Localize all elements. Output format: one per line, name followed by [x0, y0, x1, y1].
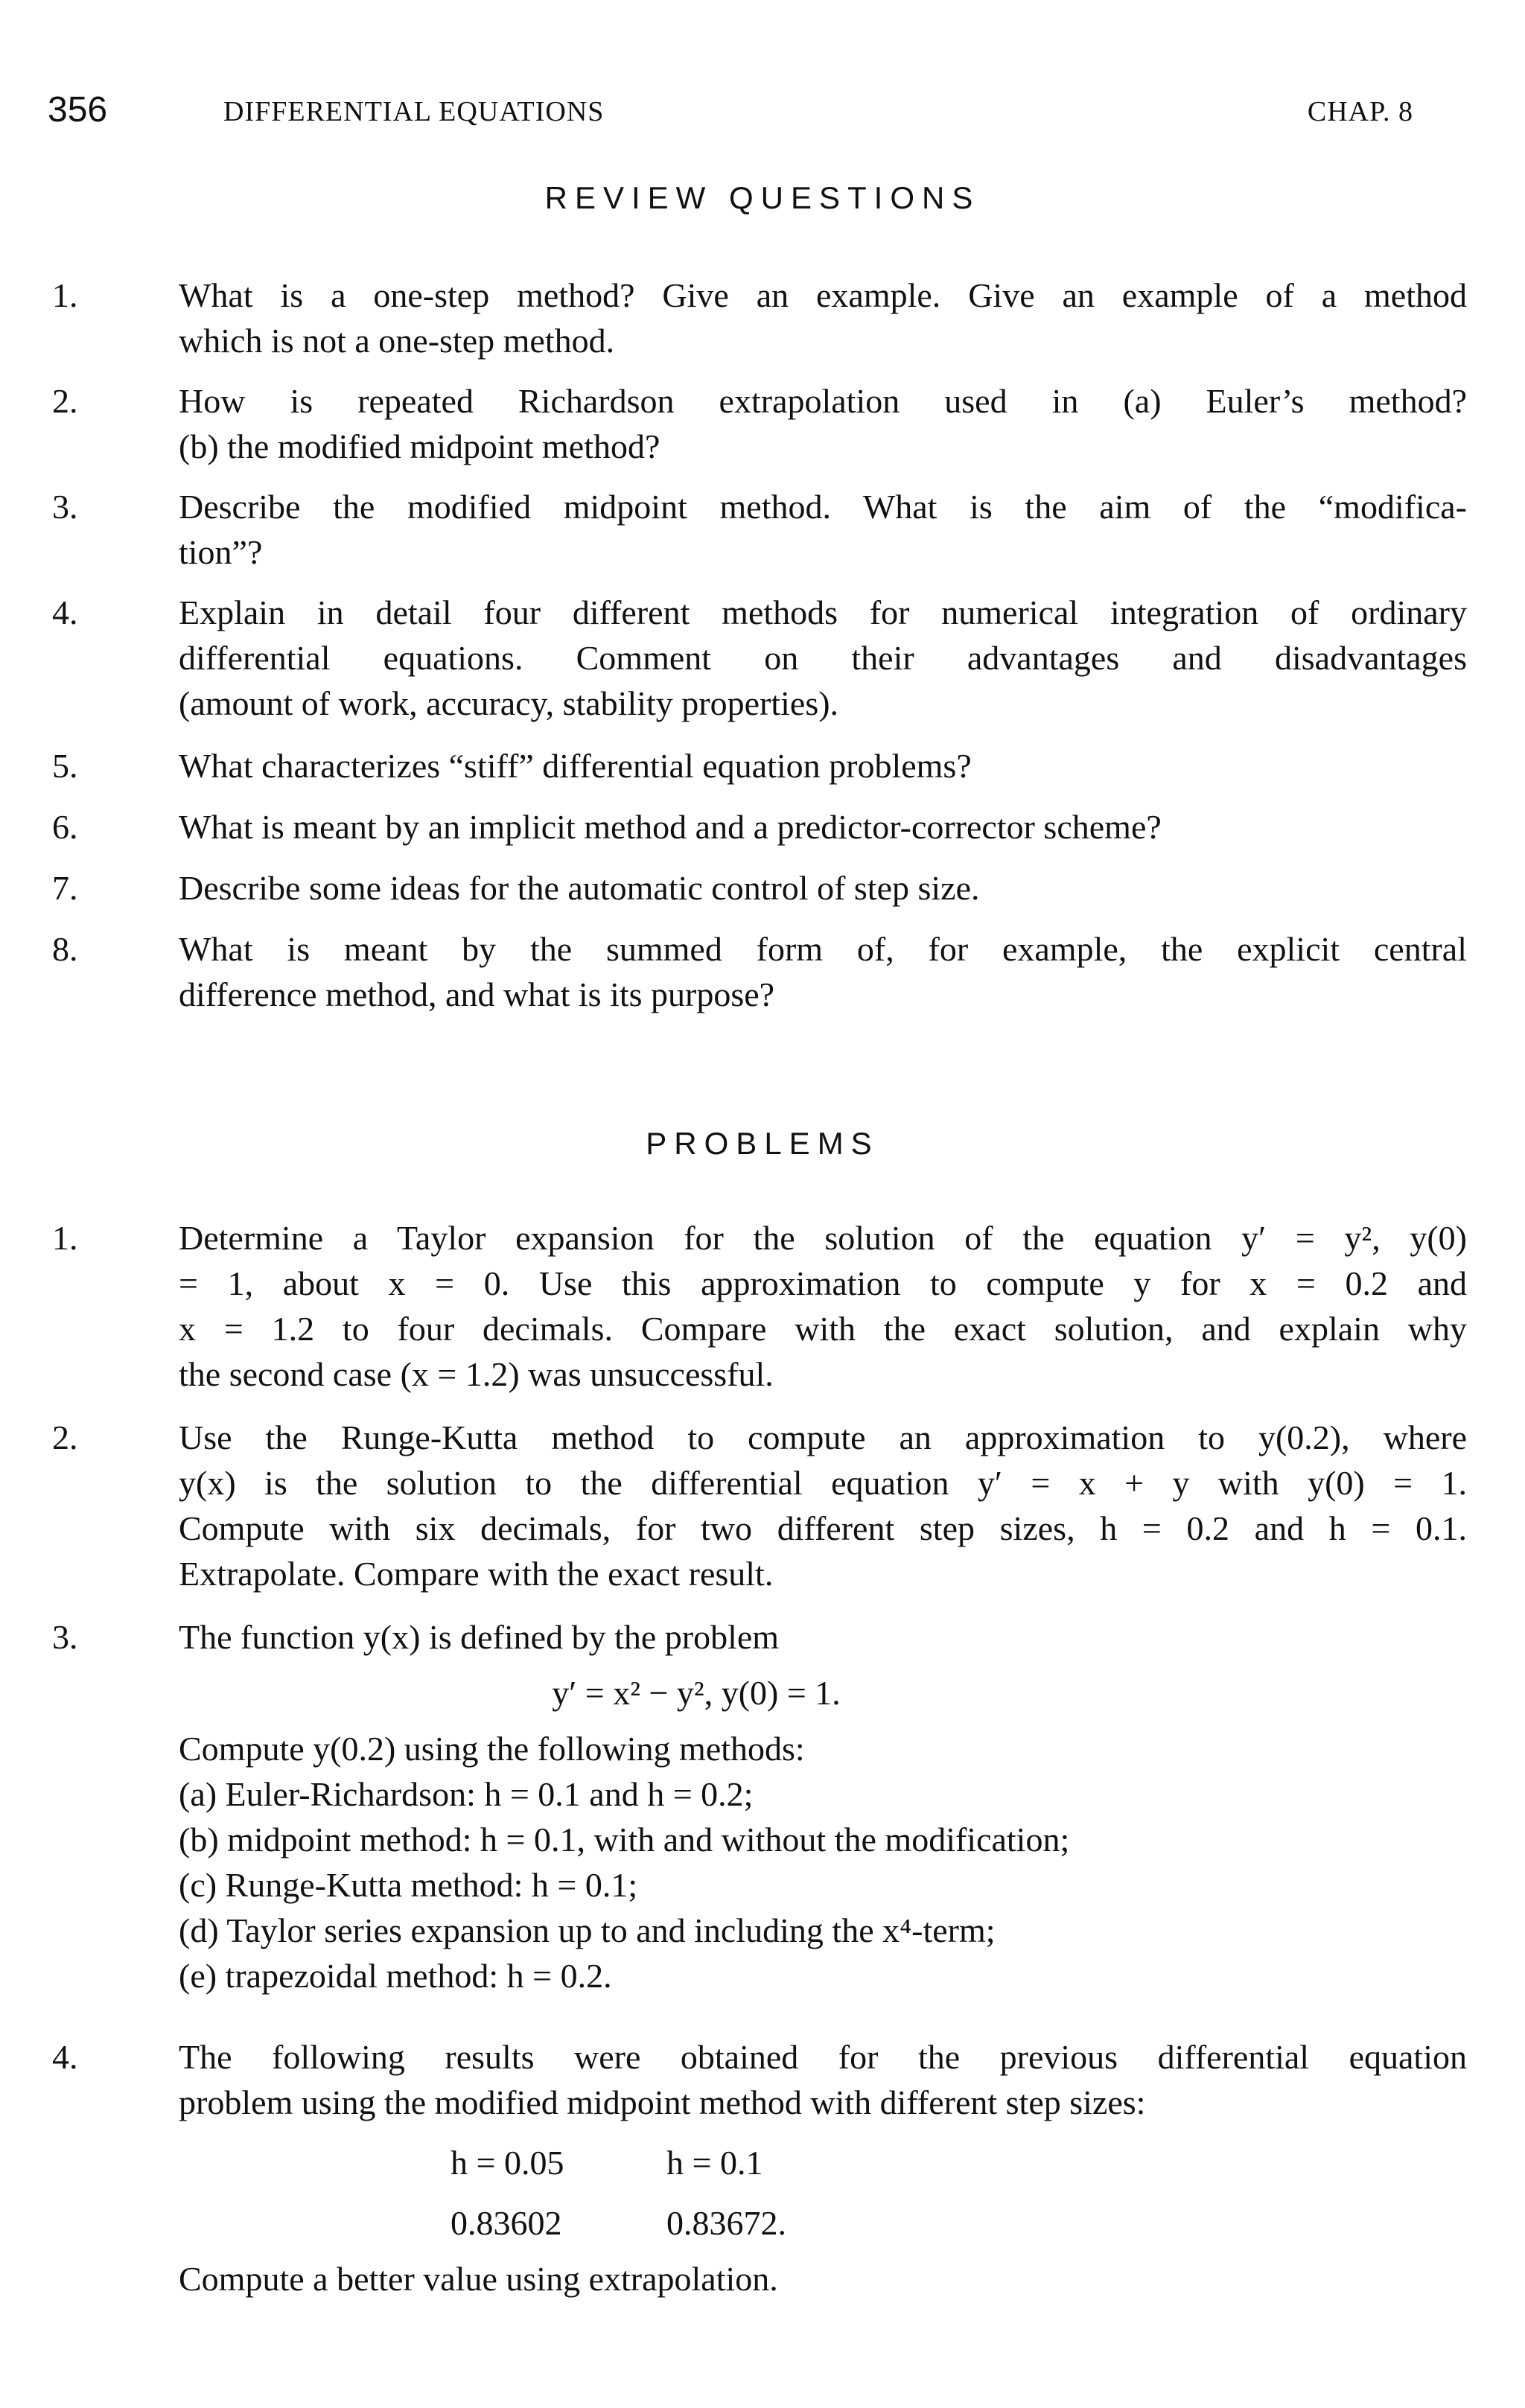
text-line: How is repeated Richardson extrapolation used in (a) Euler’s method?	[179, 382, 1467, 420]
method-option-a: (a) Euler-Richardson: h = 0.1 and h = 0.2;	[179, 1775, 754, 1813]
table-value-cell: 0.83672.	[666, 2204, 786, 2242]
page-number: 356	[48, 90, 108, 130]
display-equation: y′ = x² − y², y(0) = 1.	[552, 1674, 841, 1712]
results-table-header	[179, 2140, 1467, 2185]
item-number: 6.	[52, 808, 78, 846]
text-line: The function y(x) is defined by the problem	[179, 1618, 780, 1656]
text-line: difference method, and what is its purpose?	[179, 975, 775, 1013]
text-line: (amount of work, accuracy, stability properties).	[179, 684, 839, 722]
text-line: Explain in detail four different methods for numerical integration of ordinary	[179, 593, 1467, 631]
text-line: What is a one-step method? Give an example. Give an example of a method	[179, 276, 1467, 314]
running-title: DIFFERENTIAL EQUATIONS	[223, 96, 605, 127]
text-line: Describe some ideas for the automatic control of step size.	[179, 869, 980, 907]
text-line: which is not a one-step method.	[179, 322, 615, 360]
table-value-cell: 0.83602	[451, 2204, 562, 2242]
results-table-values	[179, 2200, 1467, 2246]
table-header-cell: h = 0.05	[451, 2144, 564, 2182]
text-line: the second case (x = 1.2) was unsuccessful.	[179, 1355, 774, 1393]
item-number: 4.	[52, 2038, 78, 2076]
table-header-cell: h = 0.1	[666, 2144, 763, 2182]
text-line: What is meant by the summed form of, for example, the explicit central	[179, 930, 1467, 968]
text-line: Compute with six decimals, for two different step sizes, h = 0.2 and h = 0.1.	[179, 1509, 1467, 1547]
text-line: The following results were obtained for the previous differential equation	[179, 2038, 1467, 2076]
text-line: problem using the modified midpoint method with different step sizes:	[179, 2083, 1146, 2121]
text-line: What characterizes “stiff” differential equation problems?	[179, 747, 972, 785]
text-line: x = 1.2 to four decimals. Compare with the exact solution, and explain why	[179, 1310, 1467, 1348]
text-line: Compute y(0.2) using the following methods:	[179, 1730, 805, 1768]
text-line: tion”?	[179, 533, 263, 571]
chapter-label: CHAP. 8	[1307, 96, 1413, 127]
text-line: y(x) is the solution to the differential equation y′ = x + y with y(0) = 1.	[179, 1464, 1467, 1502]
review-questions-heading: REVIEW QUESTIONS	[544, 180, 981, 215]
method-option-e: (e) trapezoidal method: h = 0.2.	[179, 1957, 612, 1995]
text-line: (b) the modified midpoint method?	[179, 427, 660, 465]
item-number: 2.	[52, 1418, 78, 1456]
text-line: = 1, about x = 0. Use this approximation to compute y for x = 0.2 and	[179, 1264, 1467, 1302]
item-number: 5.	[52, 747, 78, 785]
text-line: differential equations. Comment on their advantages and disadvantages	[179, 639, 1467, 677]
item-number: 2.	[52, 382, 78, 420]
text-line: What is meant by an implicit method and a predictor-corrector scheme?	[179, 808, 1162, 846]
text-line: Compute a better value using extrapolation.	[179, 2260, 778, 2298]
problems-heading: PROBLEMS	[646, 1126, 879, 1161]
text-line: Use the Runge-Kutta method to compute an approximation to y(0.2), where	[179, 1418, 1467, 1456]
item-number: 3.	[52, 488, 78, 526]
item-number: 1.	[52, 276, 78, 314]
item-number: 8.	[52, 930, 78, 968]
method-option-d: (d) Taylor series expansion up to and including the x⁴-term;	[179, 1911, 996, 1949]
method-option-c: (c) Runge-Kutta method: h = 0.1;	[179, 1866, 638, 1904]
item-number: 4.	[52, 593, 78, 631]
method-option-b: (b) midpoint method: h = 0.1, with and without the modification;	[179, 1821, 1070, 1858]
item-number: 1.	[52, 1219, 78, 1257]
text-line: Extrapolate. Compare with the exact result.	[179, 1555, 774, 1593]
text-line: Describe the modified midpoint method. What is the aim of the “modifica-	[179, 488, 1467, 526]
text-line: Determine a Taylor expansion for the solution of the equation y′ = y², y(0)	[179, 1219, 1467, 1257]
item-number: 3.	[52, 1618, 78, 1656]
item-number: 7.	[52, 869, 78, 907]
